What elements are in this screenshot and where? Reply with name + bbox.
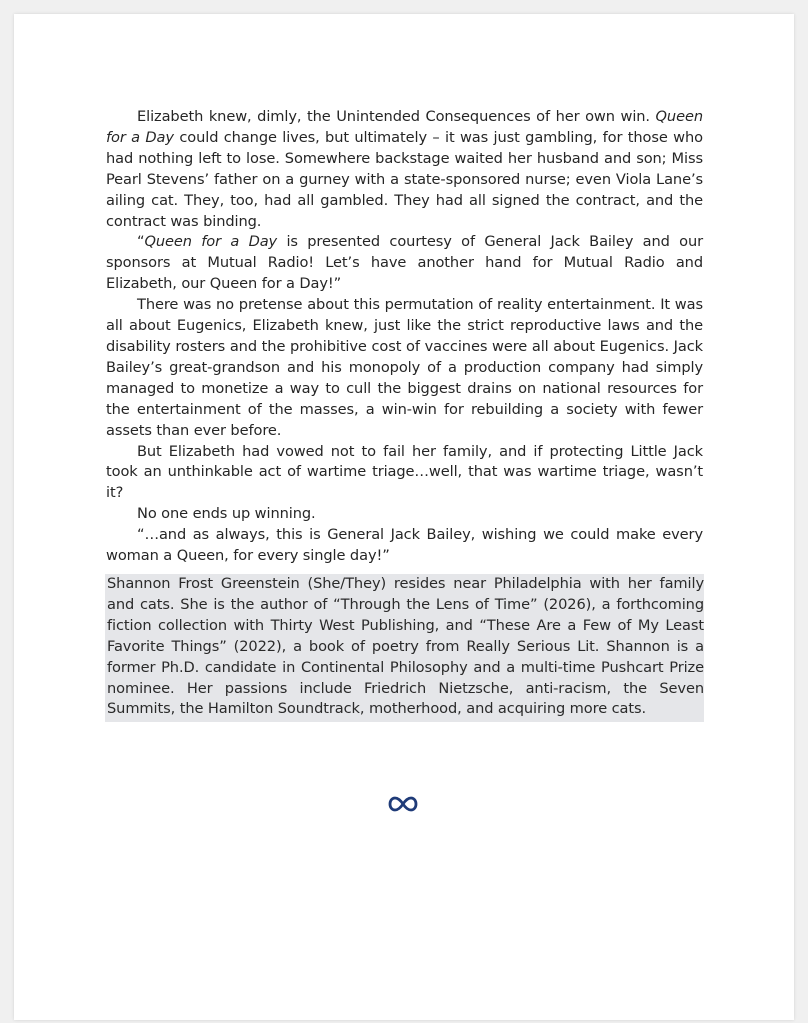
author-bio	[105, 574, 704, 722]
paragraph: But Elizabeth had vowed not to fail her family, and if protecting Little Jack took an unthinkable act of wartime triage…well, that was wartime triage, wasn’t it?	[106, 442, 703, 502]
paragraph: Elizabeth knew, dimly, the Unintended Consequences of her own win. Queen for a Day could change lives, but ultimately – it was just gambling, for those who had nothing left to lose. Somewhere backstage waited her husband and son; Miss Pearl Stevens’ father on a gurney with a state-sponsored nurse; even Viola Lane’s ailing cat. They, too, had all gambled. They had all signed the contract, and the contract was binding.	[106, 108, 703, 230]
page	[14, 14, 794, 1020]
story-text	[106, 107, 703, 567]
show-title: Queen for a Day	[144, 233, 278, 251]
show-title: Queen for a Day	[106, 108, 703, 146]
paragraph: “Queen for a Day is presented courtesy of General Jack Bailey and our sponsors at Mutual Radio! Let’s have another hand for Mutual Radio and Elizabeth, our Queen for a Day!”	[106, 233, 703, 293]
paragraph: There was no pretense about this permutation of reality entertainment. It was all about Eugenics, Elizabeth knew, just like the strict reproductive laws and the disability rosters and the prohibitive cost of vaccines were all about Eugenics. Jack Bailey’s great-grandson and his monopoly of a production company had simply managed to monetize a way to cull the biggest drains on national resources for the entertainment of the masses, a win-win for rebuilding a society with fewer assets than ever before.	[106, 296, 703, 439]
paragraph: “…and as always, this is General Jack Bailey, wishing we could make every woman a Queen, for every single day!”	[106, 526, 703, 565]
infinity-icon	[388, 795, 418, 813]
author-bio-text: Shannon Frost Greenstein (She/They) resides near Philadelphia with her family and cats. She is the author of “Through the Lens of Time” (2026), a forthcoming fiction collection with Thirty West Publishing, and “These Are a Few of My Least Favorite Things” (2022), a book of poetry from Really Serious Lit. Shannon is a former Ph.D. candidate in Continental Philosophy and a multi-time Pushcart Prize nominee. Her passions include Friedrich Nietzsche, anti-racism, the Seven Summits, the Hamilton Soundtrack, motherhood, and acquiring more cats.	[107, 575, 704, 718]
paragraph: No one ends up winning.	[137, 505, 316, 523]
